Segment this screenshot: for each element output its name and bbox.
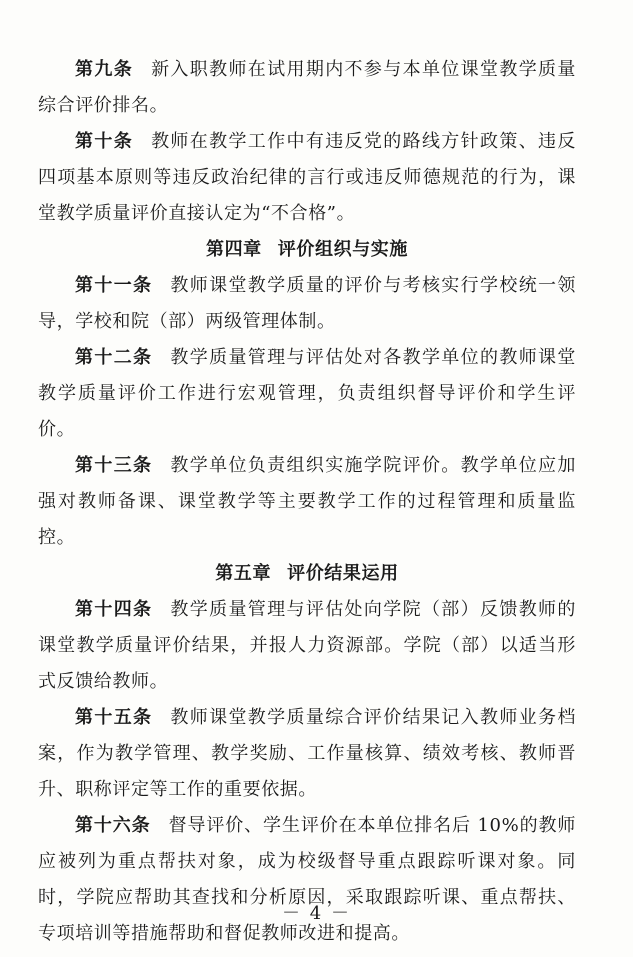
article-9: [38, 52, 576, 124]
article-heading: 第十四条: [75, 599, 153, 620]
article-text: 教师课堂教学质量的评价与考核实行学校统一领导，学校和院（部）两级管理体制。: [38, 275, 576, 332]
document-body: [38, 52, 576, 952]
article-13: [38, 448, 576, 556]
article-heading: 第十六条: [75, 815, 151, 836]
chapter-number: 第五章: [215, 563, 272, 584]
article-14: [38, 592, 576, 700]
article-11: [38, 268, 576, 340]
article-text: 教师课堂教学质量综合评价结果记入教师业务档案，作为教学管理、教学奖励、工作量核算、绩效考核、教师晋升、职称评定等工作的重要依据。: [38, 707, 576, 800]
article-heading: 第十一条: [75, 275, 153, 296]
article-heading: 第十三条: [75, 455, 153, 476]
article-text: 教学质量管理与评估处向学院（部）反馈教师的课堂教学质量评价结果，并报人力资源部。学院（部）以适当形式反馈给教师。: [38, 599, 576, 692]
chapter-4-heading: [38, 232, 576, 268]
article-15: [38, 700, 576, 808]
article-text: 督导评价、学生评价在本单位排名后 10%的教师应被列为重点帮扶对象，成为校级督导重点跟踪听课对象。同时，学院应帮助其查找和分析原因，采取跟踪听课、重点帮扶、专项培训等措施帮助和督促教师改进和提高。: [38, 815, 576, 944]
article-text: 教学质量管理与评估处对各教学单位的教师课堂教学质量评价工作进行宏观管理，负责组织督导评价和学生评价。: [38, 347, 576, 440]
article-heading: 第九条: [75, 59, 134, 80]
chapter-number: 第四章: [205, 239, 262, 260]
article-text: 新入职教师在试用期内不参与本单位课堂教学质量综合评价排名。: [38, 59, 576, 116]
article-10: [38, 124, 576, 232]
article-16: [38, 808, 576, 952]
article-text: 教学单位负责组织实施学院评价。教学单位应加强对教师备课、课堂教学等主要教学工作的过程管理和质量监控。: [38, 455, 576, 548]
article-heading: 第十二条: [75, 347, 153, 368]
article-12: [38, 340, 576, 448]
page-number: － 4 －: [282, 903, 351, 924]
article-heading: 第十五条: [75, 707, 153, 728]
article-heading: 第十条: [75, 131, 134, 152]
chapter-title: 评价结果运用: [287, 563, 399, 584]
chapter-5-heading: [38, 556, 576, 592]
article-text: 教师在教学工作中有违反党的路线方针政策、违反四项基本原则等违反政治纪律的言行或违反师德规范的行为，课堂教学质量评价直接认定为“不合格”。: [38, 131, 576, 224]
chapter-title: 评价组织与实施: [277, 239, 408, 260]
